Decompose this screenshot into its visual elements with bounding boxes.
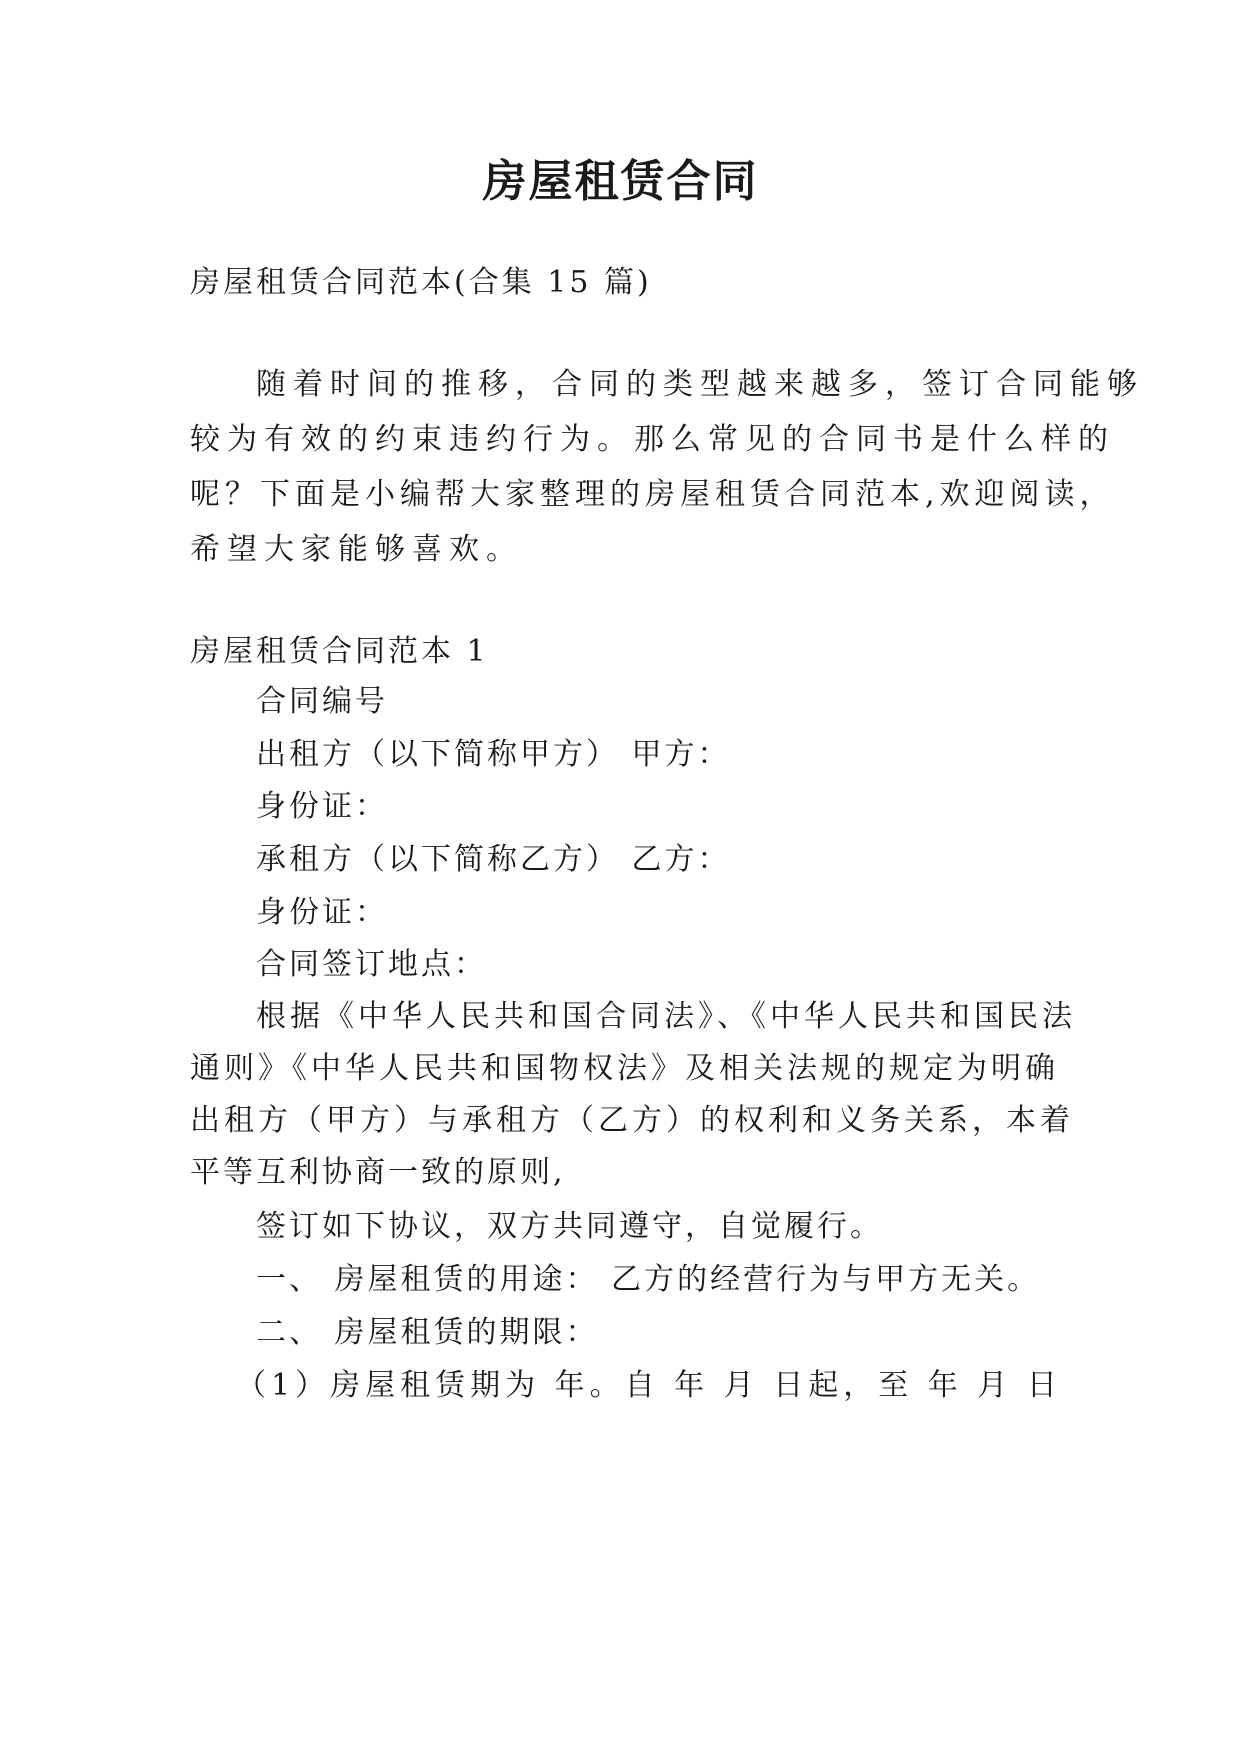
section-heading: 房屋租赁合同范本 1 xyxy=(190,634,489,669)
clause-2: 二、 房屋租赁的期限： xyxy=(256,1315,599,1350)
lessee-id-field: 身份证： xyxy=(256,895,388,930)
lessor-field: 出租方（以下简称甲方） 甲方： xyxy=(256,737,731,772)
intro-line-2: 较为有效的约束违约行为。那么常见的合同书是什么样的 xyxy=(190,422,1115,457)
intro-line-4: 希望大家能够喜欢。 xyxy=(190,532,523,567)
basis-line-4: 平等互利协商一致的原则, xyxy=(190,1155,566,1190)
basis-line-3: 出租方（甲方）与承租方（乙方）的权利和义务关系，本着 xyxy=(190,1103,1074,1138)
clause-2-item-1: （1）房屋租赁期为 年。自 年 月 日起，至 年 月 日 xyxy=(236,1368,1062,1403)
intro-line-1: 随着时间的推移，合同的类型越来越多，签订合同能够 xyxy=(256,367,1144,402)
contract-number-field: 合同编号 xyxy=(256,684,388,719)
lessee-field: 承租方（以下简称乙方） 乙方： xyxy=(256,842,731,877)
basis-line-2: 通则》《中华人民共和国物权法》及相关法规的规定为明确 xyxy=(190,1051,1059,1086)
basis-line-1: 根据《中华人民共和国合同法》、《中华人民共和国民法 xyxy=(256,999,1076,1034)
clause-1: 一、 房屋租赁的用途： 乙方的经营行为与甲方无关。 xyxy=(256,1262,1041,1297)
intro-line-3: 呢？下面是小编帮大家整理的房屋租赁合同范本,欢迎阅读， xyxy=(190,477,1115,512)
document-title: 房屋租赁合同 xyxy=(482,156,759,207)
document-subtitle: 房屋租赁合同范本(合集 15 篇) xyxy=(190,265,652,300)
signing-place-field: 合同签订地点： xyxy=(256,947,487,982)
agreement-line: 签订如下协议，双方共同遵守，自觉履行。 xyxy=(256,1209,883,1244)
lessor-id-field: 身份证： xyxy=(256,789,388,824)
